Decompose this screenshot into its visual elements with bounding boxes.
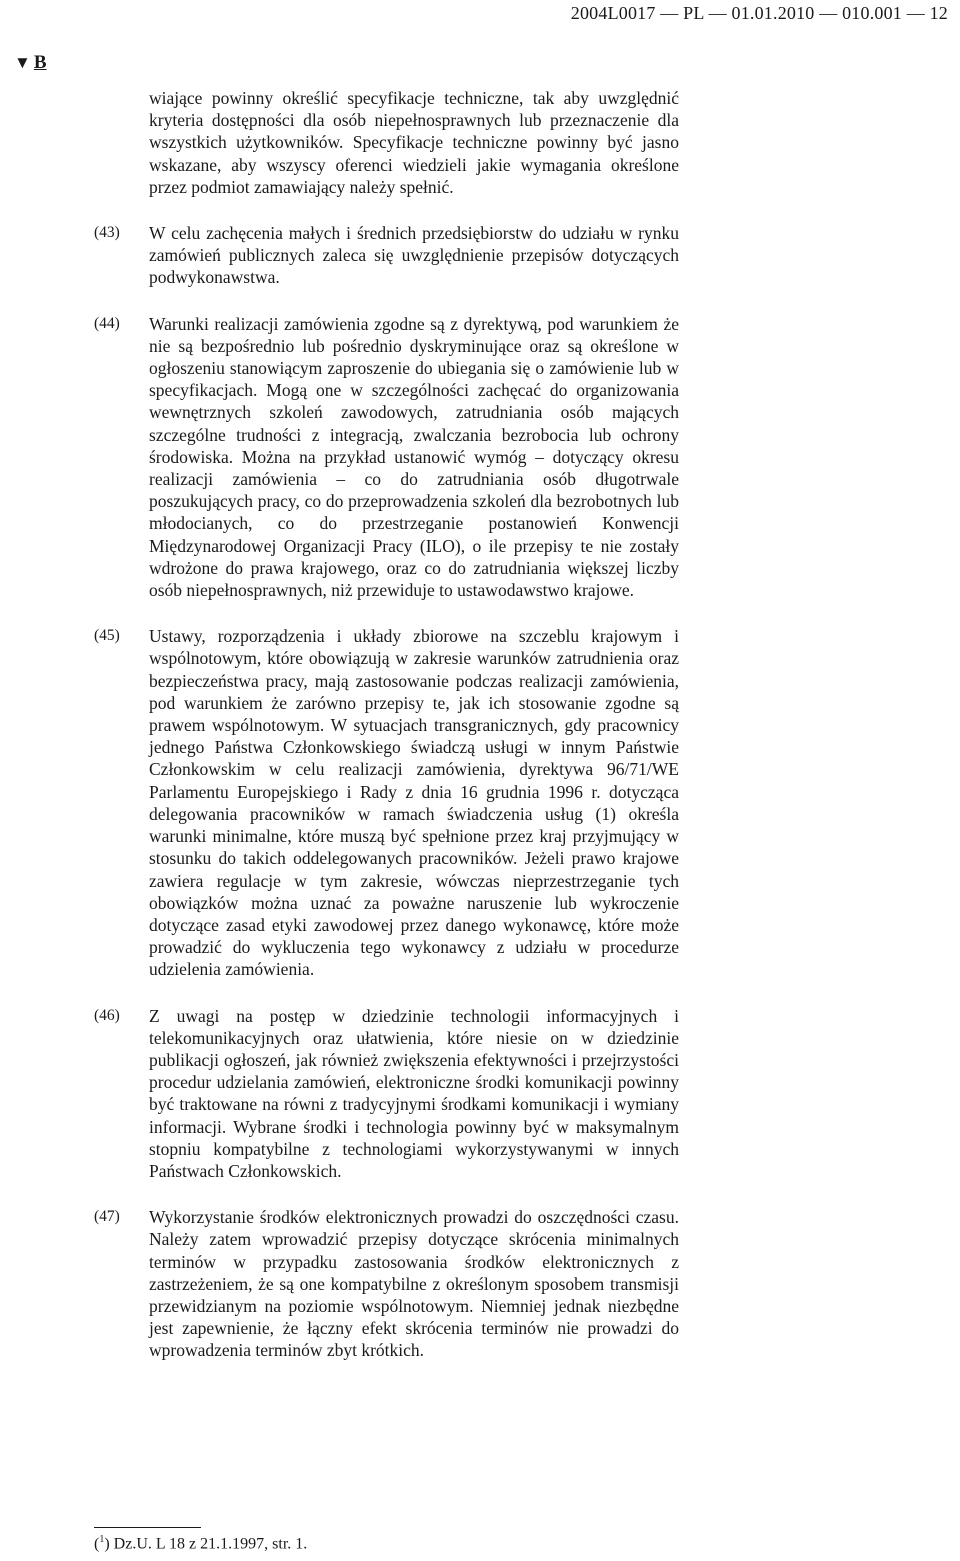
recital-text: wiające powinny określić specyfikacje techniczne, tak aby uwzględnić kryteria dostępności dla osób niepełnosprawnych lub przeznaczenie dla wszystkich użytkowników. Specyfikacje techniczne powinny być jasno wskazane, aby wszyscy oferenci wiedzieli jakie wymagania określone przez podmiot zamawiający należy spełnić. — [149, 88, 679, 197]
recital-46 — [94, 1005, 679, 1183]
recital-45 — [94, 625, 679, 980]
recital-text: Ustawy, rozporządzenia i układy zbiorowe na szczeblu krajowym i wspólnotowym, które obowiązują w zakresie warunków zatrudnienia oraz bezpieczeństwa pracy, mają zastosowanie podczas realizacji zamówienia, pod warunkiem że zarówno przepisy te, jak ich stosowanie zgodne są prawem wspólnotowym. W sytuacjach transgranicznych, gdy pracownicy jednego Państwa Członkowskiego świadczą usługi w innym Państwie Członkowskim w celu realizacji zamówienia, dyrektywa 96/71/WE Parlamentu Europejskiego i Rady z dnia 16 grudnia 1996 r. dotycząca delegowania pracowników w ramach świadczenia usług (1) określa warunki minimalne, które muszą być spełnione przez kraj przyjmujący w stosunku do takich oddelegowanych pracowników. Jeżeli prawo krajowe zawiera regulacje w tym zakresie, wówczas nieprzestrzeganie tych obowiązków można uznać za poważne naruszenie lub wykroczenie dotyczące zasad etyki zawodowej przez danego wykonawcę, które może prowadzić do wykluczenia tego wykonawcy z udziału w procedurze udzielenia zamówienia. — [149, 626, 679, 980]
recital-text: Warunki realizacji zamówienia zgodne są z dyrektywą, pod warunkiem że nie są bezpośrednio lub pośrednio dyskryminujące oraz są określone w ogłoszeniu stanowiącym zaproszenie do ubiegania się o zamówienie lub w specyfikacjach. Mogą one w szczególności zachęcać do organizowania wewnętrznych szkoleń zawodowych, zatrudniania osób mających szczególne trudności z integracją, zwalczania bezrobocia lub ochrony środowiska. Można na przykład ustanowić wymóg – dotyczący okresu realizacji zamówienia – co do zatrudniania osób długotrwale poszukujących pracy, co do przeprowadzenia szkoleń dla bezrobotnych lub młodocianych, co do przestrzeganie postanowień Konwencji Międzynarodowej Organizacji Pracy (ILO), o ile przepisy te nie zostały wdrożone do prawa krajowego, oraz co do zatrudniania większej liczby osób niepełnosprawnych, niż przewiduje to ustawodawstwo krajowe. — [149, 313, 679, 601]
footnote-line: ($^1$) Dz.U. L 18 z 21.1.1997, str. 1. — [94, 1534, 308, 1553]
recital-number: (47) — [94, 1208, 120, 1226]
recital-number: (45) — [94, 627, 120, 645]
document-header: 2004L0017 — PL — 01.01.2010 — 010.001 — 12 — [570, 3, 948, 23]
recital-44 — [94, 313, 679, 602]
recital-text: Wykorzystanie środków elektronicznych prowadzi do oszczędności czasu. Należy zatem wprowadzić przepisy dotyczące skrócenia minimalnych terminów w przypadku zastosowania środków elektronicznych z zastrzeżeniem, że są one kompatybilne z określonym sposobem transmisji przewidzianym na poziomie wspólnotowym. Niemniej jednak niezbędne jest zapewnienie, że łączny efekt skrócenia terminów nie prowadzi do wprowadzenia terminów zbyt krótkich. — [149, 1207, 679, 1361]
footnote — [94, 1527, 679, 1553]
recital-43 — [94, 222, 679, 289]
triangle-down-icon: ▼ — [14, 53, 31, 72]
recital-number: (46) — [94, 1006, 120, 1024]
recital-47 — [94, 1206, 679, 1361]
footnote-ref: 1 — [99, 1534, 105, 1545]
footnote-text: Dz.U. L 18 z 21.1.1997, str. 1. — [113, 1535, 308, 1553]
recital-text: W celu zachęcenia małych i średnich przedsiębiorstw do udziału w rynku zamówień publicznych zaleca się uwzględnienie przepisów dotyczących podwykonawstwa. — [149, 223, 679, 288]
footnote-divider — [94, 1527, 201, 1528]
recital-continued — [94, 87, 679, 198]
marker-label: B — [33, 52, 47, 73]
recital-number: (43) — [94, 224, 120, 242]
recitals-body — [94, 87, 679, 1386]
recital-number: (44) — [94, 314, 120, 332]
recital-text: Z uwagi na postęp w dziedzinie technologii informacyjnych i telekomunikacyjnych oraz ułatwienia, które niesie on w dziedzinie publikacji ogłoszeń, jak również zwiększenia efektywności i przejrzystości procedur udzielania zamówień, elektroniczne środki komunikacji powinny być traktowane na równi z tradycyjnymi środkami komunikacji i wymiany informacji. Wybrane środki i technologia powinny być w maksymalnym stopniu kompatybilne z technologiami wykorzystywanymi w innych Państwach Członkowskich. — [149, 1005, 679, 1181]
recital-number — [94, 87, 149, 198]
consolidation-marker — [14, 52, 47, 74]
